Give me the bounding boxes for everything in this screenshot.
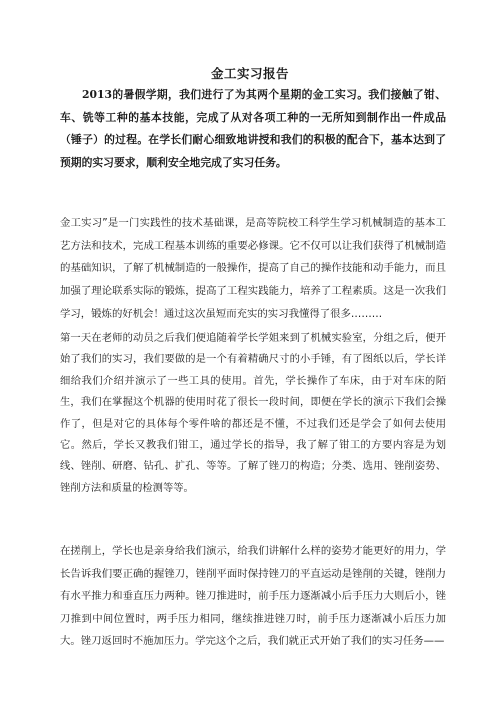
paragraph-first-day: 第一天在老师的动员之后我们便追随着学长学姐来到了机械实验室，分组之后，便开始了我们的实习，我们要做的是一个有着精确尺寸的小手锤，有了图纸以后，学长详细给我们介绍并演示了一些工具的使用。首先，学长操作了车床，由于对车床的陌生，我们在掌握这个机器的使用时花了很长一段时间，即便在学长的演示下我们会操作了，但是对它的具体每个零件啥的都还是不懂，不过我们还是学会了如何去使用它。然后，学长又教我们钳工，通过学长的指导，我了解了钳工的方要内容是为划线、锉削、研磨、钻孔、扩孔、等等。了解了锉刀的构造；分类、选用、锉削姿势、锉削方法和质量的检测等等。 xyxy=(60,332,446,494)
paragraph-intro: 2013的暑假学期，我们进行了为其两个星期的金工实习。我们接触了钳、车、铣等工种的基本技能，完成了从对各项工种的一无所知到制作出一件成品（锤子）的过程。在学长们耐心细致地讲授和我们的积极的配合下，基本达到了预期的实习要求，顺利安全地完成了实习任务。 xyxy=(60,88,446,169)
page-title: 金工实习报告 xyxy=(210,66,289,81)
paragraph-filing: 在搓削上，学长也是亲身给我们演示，给我们讲解什么样的姿势才能更好的用力，学长告诉我们要正确的握锉刀，锉削平面时保持锉刀的平直运动是锉削的关键，锉削力有水平推力和垂直压力两种。锉刀推进时，前手压力逐渐减小后手压力大则后小，锉刀推到中间位置时，两手压力相同，继续推进锉刀时，前手压力逐渐减小后压力加大。锉刀返回时不施加压力。学完这个之后，我们就正式开始了我们的实习任务—— xyxy=(60,545,446,647)
paragraph-course-description: 金工实习”是一门实践性的技术基础课，是高等院校工科学生学习机械制造的基本工艺方法和技术，完成工程基本训练的重要必修课。它不仅可以让我们获得了机械制造的基础知识，了解了机械制造的一般操作，提高了自己的操作技能和动手能力，而且加强了理论联系实际的锻炼，提高了工程实践能力，培养了工程素质。这是一次我们学习，锻炼的好机会！通过这次虽短而充实的实习我懂得了很多……… xyxy=(60,217,446,320)
